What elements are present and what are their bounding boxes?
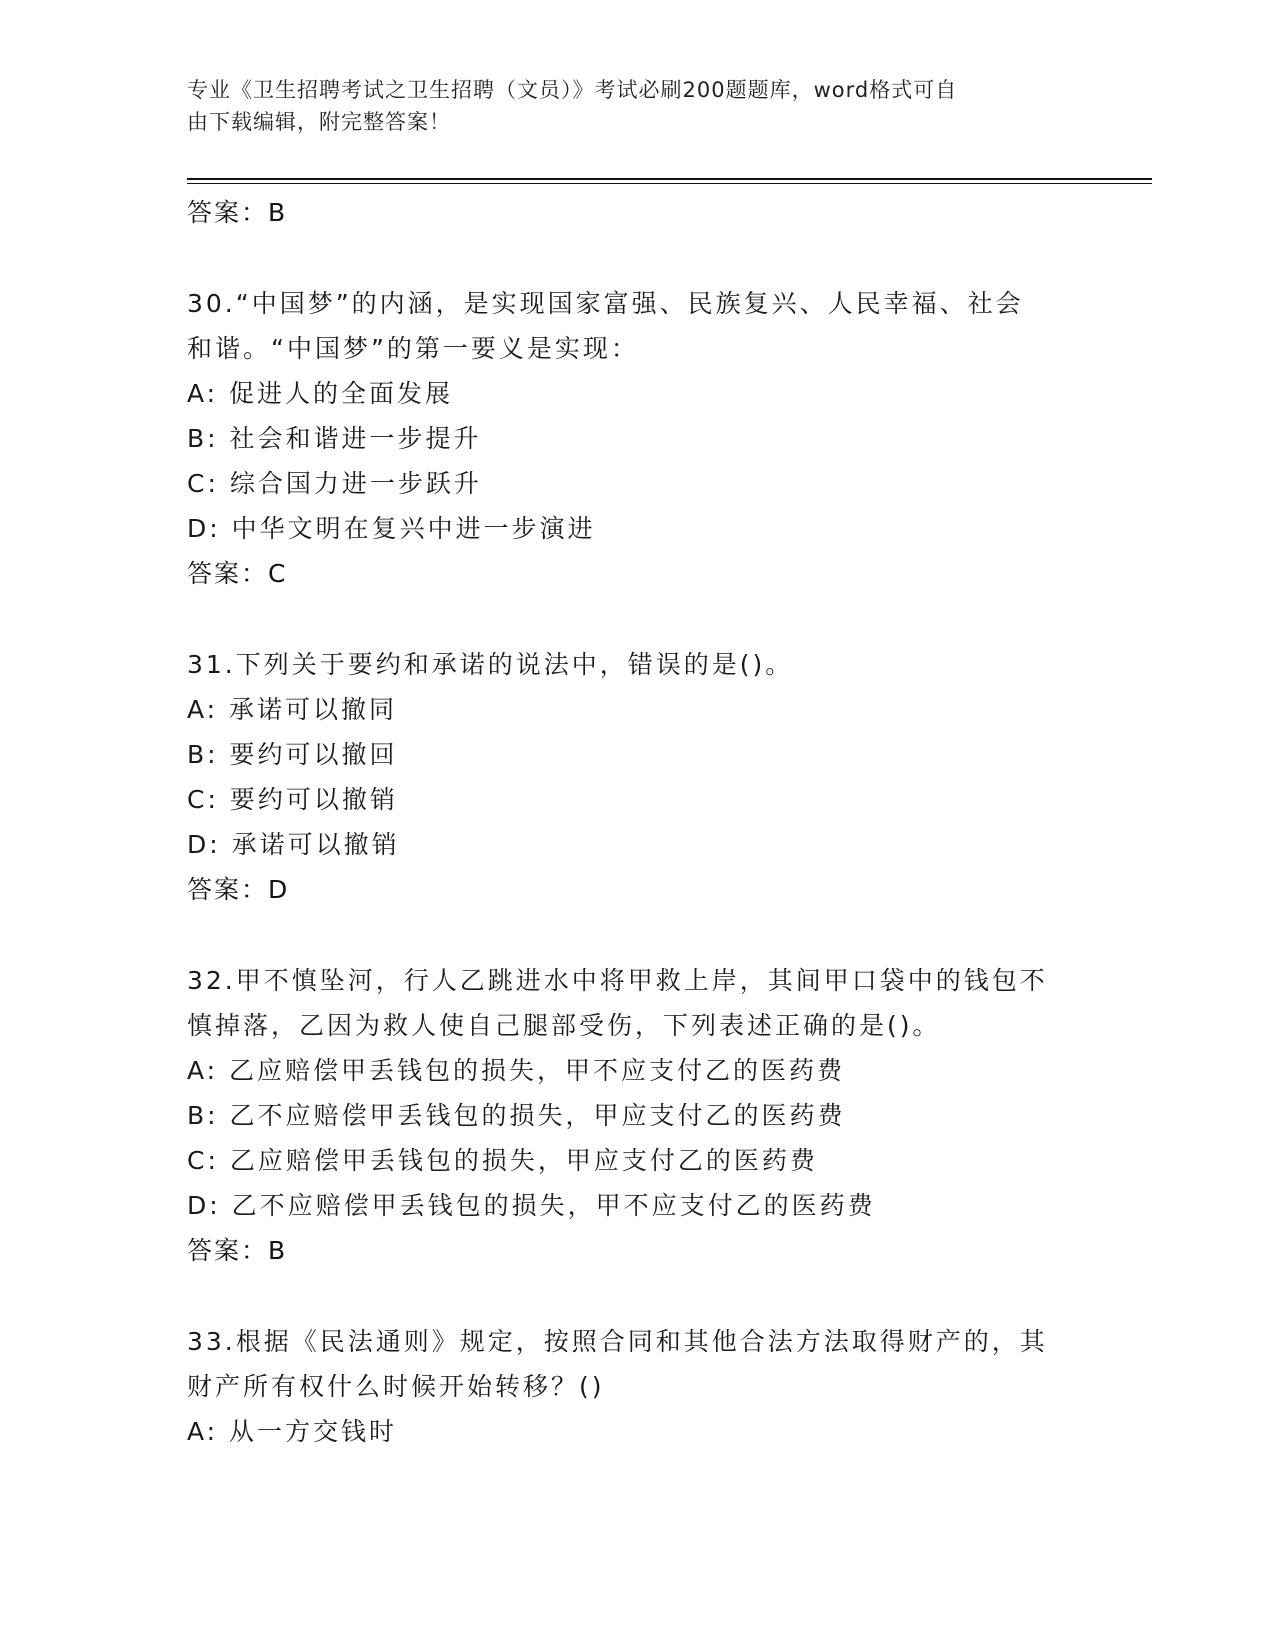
option-a: A: 促进人的全面发展 <box>187 379 454 408</box>
option-c: C: 要约可以撤销 <box>187 785 398 814</box>
answer: 答案：C <box>187 559 288 588</box>
question-31 <box>187 642 1087 912</box>
option-b: B: 要约可以撤回 <box>187 740 398 769</box>
option-c: C: 综合国力进一步跃升 <box>187 469 482 498</box>
question-stem: 慎掉落，乙因为救人使自己腿部受伤，下列表述正确的是()。 <box>187 1011 941 1040</box>
question-stem: 32.甲不慎坠河，行人乙跳进水中将甲救上岸，其间甲口袋中的钱包不 <box>187 966 1048 995</box>
option-b: B: 社会和谐进一步提升 <box>187 424 482 453</box>
question-stem: 财产所有权什么时候开始转移？() <box>187 1372 605 1401</box>
header-divider <box>187 178 1152 184</box>
question-30 <box>187 281 1087 596</box>
document-header <box>187 74 1067 138</box>
question-stem: 31.下列关于要约和承诺的说法中，错误的是()。 <box>187 650 794 679</box>
option-d: D: 乙不应赔偿甲丢钱包的损失，甲不应支付乙的医药费 <box>187 1191 876 1220</box>
question-33 <box>187 1319 1087 1454</box>
option-a: A: 从一方交钱时 <box>187 1417 398 1446</box>
question-stem: 30.“中国梦”的内涵，是实现国家富强、民族复兴、人民幸福、社会 <box>187 289 1024 318</box>
header-line-2: 由下载编辑，附完整答案！ <box>187 110 451 134</box>
spacer <box>187 235 1087 281</box>
option-d: D: 承诺可以撤销 <box>187 830 400 859</box>
option-d: D: 中华文明在复兴中进一步演进 <box>187 514 596 543</box>
answer-prev: 答案：B <box>187 198 288 227</box>
answer: 答案：B <box>187 1236 288 1265</box>
question-stem: 33.根据《民法通则》规定，按照合同和其他合法方法取得财产的，其 <box>187 1327 1048 1356</box>
spacer <box>187 596 1087 642</box>
option-a: A: 承诺可以撤同 <box>187 695 398 724</box>
spacer <box>187 1273 1087 1319</box>
option-a: A: 乙应赔偿甲丢钱包的损失，甲不应支付乙的医药费 <box>187 1056 846 1085</box>
header-line-1: 专业《卫生招聘考试之卫生招聘（文员）》考试必刷200题题库，word格式可自 <box>187 78 958 102</box>
spacer <box>187 912 1087 958</box>
option-c: C: 乙应赔偿甲丢钱包的损失，甲应支付乙的医药费 <box>187 1146 818 1175</box>
question-stem: 和谐。“中国梦”的第一要义是实现： <box>187 334 639 363</box>
document-body <box>187 190 1087 1454</box>
question-32 <box>187 958 1087 1273</box>
option-b: B: 乙不应赔偿甲丢钱包的损失，甲应支付乙的医药费 <box>187 1101 846 1130</box>
answer: 答案：D <box>187 875 290 904</box>
